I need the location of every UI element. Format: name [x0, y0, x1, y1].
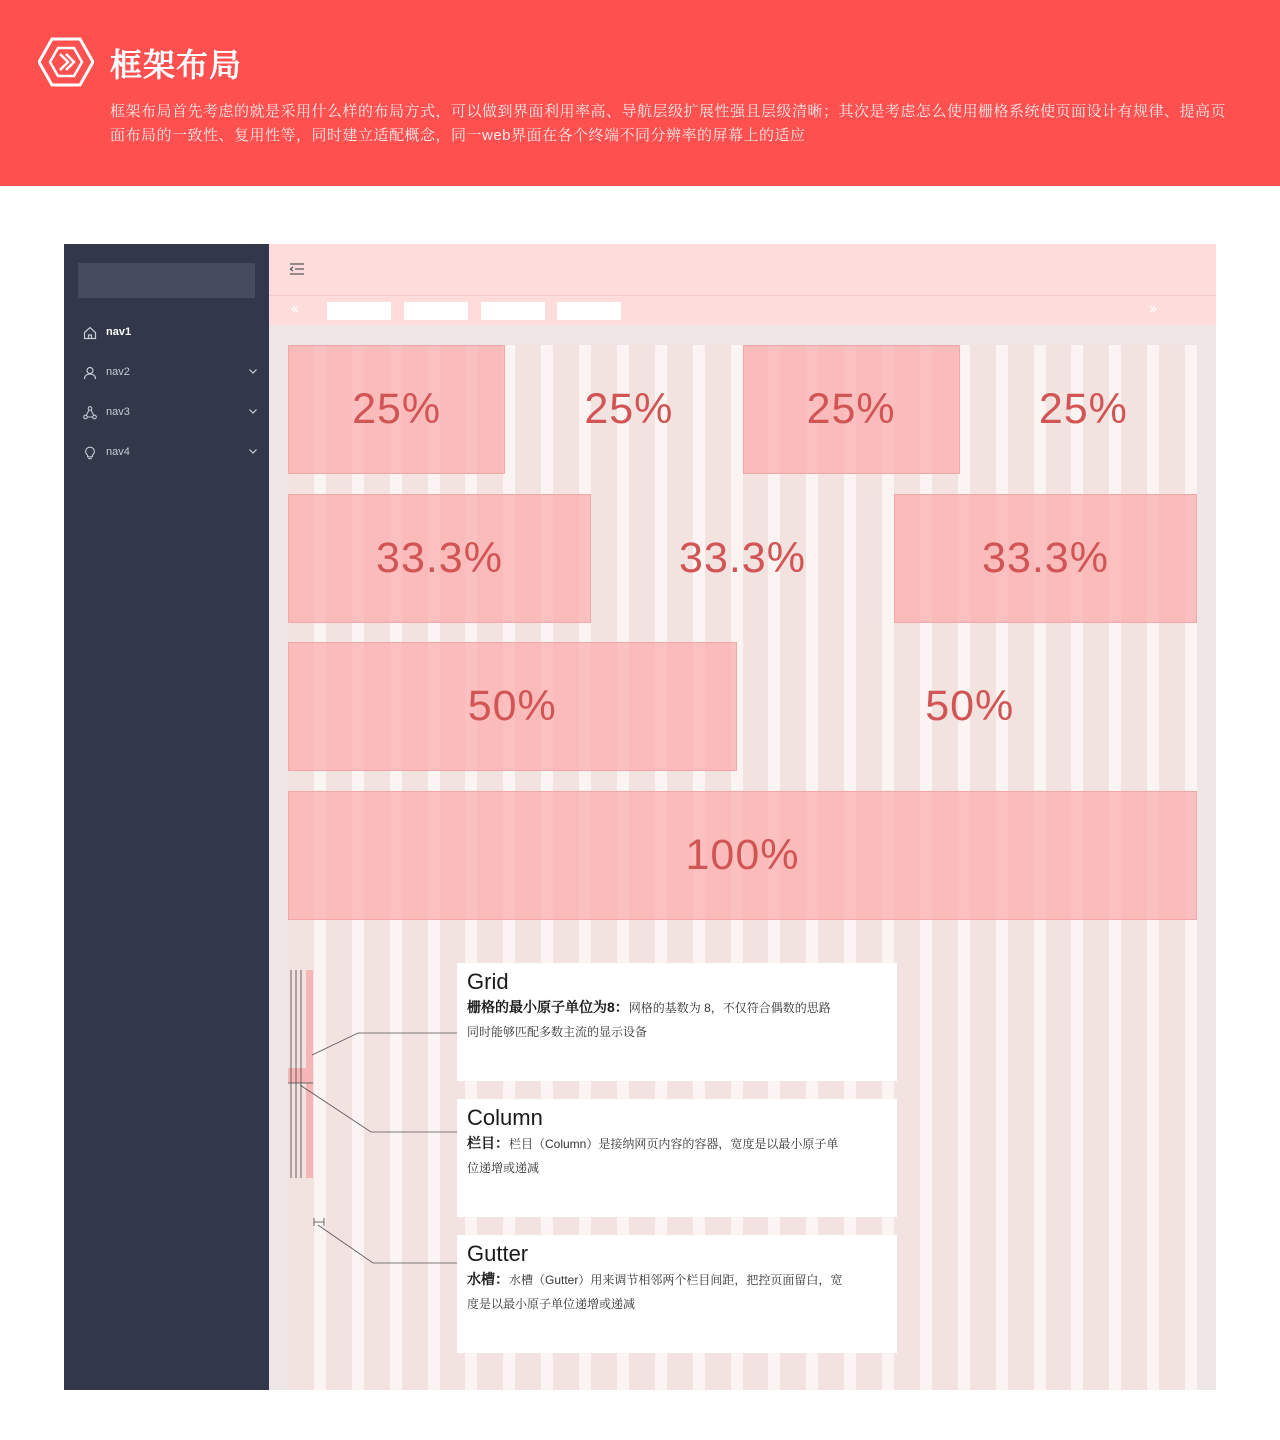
sidebar-item-label: nav3 — [106, 406, 130, 418]
note-term: 栅格的最小原子单位为8： — [467, 999, 629, 1015]
header-banner — [0, 0, 1280, 186]
chevron-down-icon — [247, 405, 259, 417]
double-chevron-right-icon[interactable] — [1147, 303, 1159, 315]
sidebar-item-nav2[interactable] — [64, 358, 269, 388]
tab-4[interactable] — [557, 302, 621, 320]
user-icon — [83, 366, 97, 380]
sidebar-item-label: nav1 — [106, 326, 132, 338]
note-text-line: 同时能够匹配多数主流的显示设备 — [467, 1025, 648, 1039]
gutter-note-card — [457, 1235, 897, 1353]
sidebar-item-label: nav2 — [106, 366, 130, 378]
home-icon — [83, 326, 97, 340]
top-bar — [269, 244, 1216, 296]
tab-2[interactable] — [404, 302, 468, 320]
grid-cell-label: 25% — [352, 385, 442, 433]
note-body — [467, 1131, 887, 1180]
grid-content — [288, 345, 1197, 1390]
grid-cell-label: 33.3% — [982, 533, 1109, 582]
logo-icon — [38, 36, 94, 88]
menu-fold-icon[interactable] — [289, 262, 305, 276]
sidebar-item-nav1[interactable] — [64, 318, 269, 348]
grid-cell-label: 25% — [1038, 385, 1128, 433]
note-body — [467, 995, 887, 1044]
note-term: 栏目： — [467, 1135, 509, 1151]
grid-cell-label: 50% — [467, 682, 557, 730]
grid-cell-label: 33.3% — [679, 533, 806, 582]
sidebar — [64, 244, 269, 1390]
grid-note-card — [457, 963, 897, 1081]
chevron-down-icon — [247, 445, 259, 457]
chevron-down-icon — [247, 365, 259, 377]
grid-cell-label: 50% — [925, 682, 1015, 730]
note-text-line: 栏目（Column）是接纳网页内容的容器，宽度是以最小原子单 — [509, 1137, 839, 1151]
note-text-line: 水槽（Gutter）用来调节相邻两个栏目间距，把控页面留白，宽 — [509, 1273, 843, 1287]
grid-cell-label: 25% — [806, 385, 896, 433]
tab-bar — [269, 296, 1216, 325]
column-note-card — [457, 1099, 897, 1217]
network-icon — [83, 406, 97, 420]
grid-cell-label: 33.3% — [376, 533, 503, 582]
app-frame — [64, 244, 1216, 1390]
note-term: 水槽： — [467, 1271, 509, 1287]
page-title: 框架布局 — [110, 47, 243, 83]
note-title: Grid — [467, 969, 509, 994]
grid-cell-label: 25% — [584, 385, 674, 433]
note-body — [467, 1267, 887, 1316]
page-description: 框架布局首先考虑的就是采用什么样的布局方式，可以做到界面利用率高、导航层级扩展性强且层级清晰；其次是考虑怎么使用栅格系统使页面设计有规律、提高页面布局的一致性、复用性等，同时建立适配概念，同一web界面在各个终端不同分辨率的屏幕上的适应 — [110, 103, 1227, 144]
note-text-line: 位递增或递减 — [467, 1161, 540, 1175]
bulb-icon — [83, 446, 97, 460]
double-chevron-left-icon[interactable] — [289, 303, 301, 315]
note-title: Gutter — [467, 1241, 529, 1266]
sidebar-item-nav3[interactable] — [64, 398, 269, 428]
grid-cell-label: 100% — [685, 830, 800, 879]
tab-3[interactable] — [481, 302, 545, 320]
sidebar-item-label: nav4 — [106, 446, 130, 458]
sidebar-item-nav4[interactable] — [64, 438, 269, 468]
grid-annotation-diagram — [288, 345, 1197, 1390]
note-text-line: 网格的基数为 8，不仅符合偶数的思路 — [628, 1001, 831, 1015]
tab-1[interactable] — [327, 302, 391, 320]
note-text-line: 度是以最小原子单位递增或递减 — [467, 1297, 636, 1311]
sidebar-logo-placeholder — [78, 263, 255, 298]
note-title: Column — [467, 1105, 543, 1130]
